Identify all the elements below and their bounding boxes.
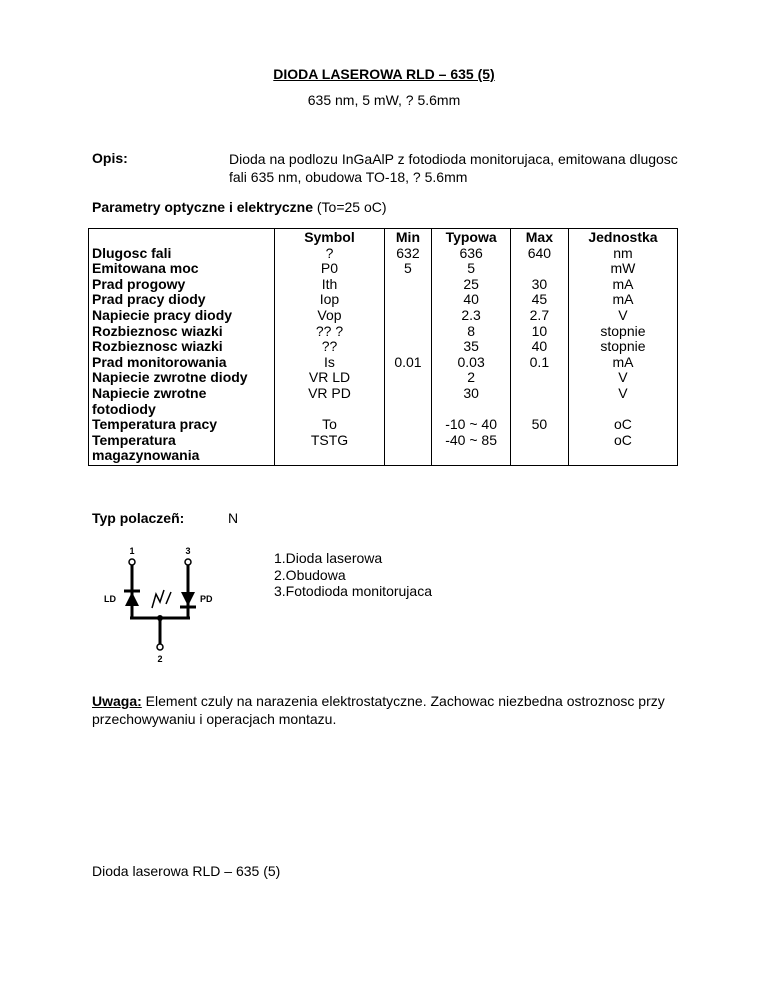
max-header: Max — [525, 229, 553, 245]
symbol-cell: TSTG — [310, 431, 349, 448]
parameters-table — [88, 228, 678, 466]
symbol-cell: VR LD — [308, 369, 351, 386]
names-column — [89, 229, 275, 466]
legend-item: 2.Obudowa — [274, 566, 346, 583]
symbol-cell: ? — [325, 244, 334, 261]
param-name: Prad pracy diody — [92, 291, 206, 308]
params-heading-bold: Parametry optyczne i elektryczne — [92, 199, 313, 215]
typ-cell — [435, 402, 506, 418]
max-cell: 640 — [527, 244, 552, 261]
pd-label: PD — [200, 594, 213, 604]
pin3-label: 3 — [185, 546, 191, 556]
typ-cell: 35 — [463, 338, 479, 355]
legend-item: 1.Dioda laserowa — [274, 550, 383, 566]
max-cell — [514, 370, 565, 386]
ld-label: LD — [104, 594, 116, 604]
unit-cell: nm — [613, 244, 633, 261]
symbol-header: Symbol — [304, 229, 355, 245]
min-cell — [388, 277, 429, 293]
min-cell: 5 — [404, 260, 412, 277]
document-subtitle: 635 nm, 5 mW, ? 5.6mm — [307, 92, 461, 108]
max-cell — [514, 433, 565, 449]
typ-cell: 2.3 — [461, 306, 481, 323]
warning-text: Element czuly na narazenia elektrostatyczne. Zachowac niezbedna ostroznosc przy przechowywaniu i operacjach montazu. — [92, 693, 665, 727]
pin2-terminal — [157, 644, 163, 650]
typ-cell: 636 — [459, 244, 483, 261]
warning-label: Uwaga: — [92, 693, 142, 709]
junction-dot — [157, 615, 163, 621]
typ-cell: 0.03 — [457, 353, 485, 370]
unit-cell: mA — [612, 275, 634, 292]
param-name: Napiecie zwrotne diody — [92, 369, 248, 386]
light-ray-icon — [166, 592, 171, 604]
symbol-cell: VR PD — [308, 384, 351, 401]
param-name: Dlugosc fali — [92, 244, 172, 261]
symbol-column — [275, 229, 384, 466]
unit-cell: stopnie — [600, 338, 646, 355]
param-name: fotodiody — [92, 400, 156, 417]
max-cell: 40 — [531, 338, 548, 355]
pin2-label: 2 — [157, 654, 163, 664]
unit-header: Jednostka — [588, 229, 658, 245]
unit-cell — [572, 402, 674, 418]
light-arrow-icon — [152, 590, 164, 608]
min-cell — [388, 339, 429, 355]
typ-cell: 8 — [467, 322, 476, 339]
typ-cell: 5 — [467, 260, 476, 277]
unit-cell: V — [618, 384, 628, 401]
typ-header: Typowa — [445, 229, 497, 245]
min-header: Min — [395, 229, 420, 245]
param-name: magazynowania — [92, 447, 200, 464]
max-cell — [514, 261, 565, 277]
symbol-cell: Ith — [321, 275, 338, 292]
document-title: DIODA LASEROWA RLD – 635 (5) — [273, 66, 495, 82]
unit-cell: oC — [614, 431, 632, 448]
unit-cell: V — [618, 369, 628, 386]
pin1-terminal — [129, 559, 135, 565]
symbol-cell: Vop — [317, 306, 342, 323]
typ-cell: -40 ~ 85 — [445, 431, 497, 448]
min-cell — [388, 292, 429, 308]
symbol-cell: Is — [324, 353, 335, 370]
unit-cell: oC — [614, 416, 632, 433]
symbol-cell: ?? — [321, 338, 338, 355]
param-name: Temperatura pracy — [92, 416, 218, 433]
pin-legend — [274, 550, 432, 600]
pin1-label: 1 — [129, 546, 135, 556]
description-text: Dioda na podlozu InGaAlP z fotodioda monitorujaca, emitowana dlugosc fali 635 nm, obudowa TO-18, ? 5.6mm — [229, 151, 678, 185]
symbol-cell: To — [322, 416, 337, 433]
param-name: Napiecie zwrotne — [92, 384, 207, 401]
max-cell: 10 — [531, 322, 548, 339]
min-cell: 632 — [396, 244, 420, 261]
typ-cell: 30 — [463, 384, 479, 401]
param-name: Emitowana moc — [92, 260, 199, 277]
unit-cell: mA — [612, 291, 634, 308]
pin3-terminal — [185, 559, 191, 565]
typ-cell: 40 — [463, 291, 479, 308]
param-name: Rozbieznosc wiazki — [92, 338, 223, 355]
max-cell — [514, 402, 565, 418]
max-cell: 0.1 — [529, 353, 550, 370]
min-cell — [388, 308, 429, 324]
max-cell: 45 — [531, 291, 548, 308]
connection-type-value: N — [228, 510, 239, 526]
params-heading — [92, 199, 387, 215]
param-name: Temperatura — [92, 431, 176, 448]
symbol-cell: Iop — [319, 291, 340, 308]
min-cell — [388, 324, 429, 340]
params-heading-condition: (To=25 oC) — [313, 199, 387, 215]
unit-cell: mA — [612, 353, 634, 370]
max-cell: 50 — [531, 416, 548, 433]
unit-cell: stopnie — [600, 322, 646, 339]
typ-cell: 25 — [463, 275, 479, 292]
typ-cell: 2 — [467, 369, 476, 386]
symbol-cell: P0 — [320, 260, 339, 277]
warning-note — [92, 692, 692, 728]
min-cell: 0.01 — [394, 353, 422, 370]
max-cell: 2.7 — [529, 306, 550, 323]
symbol-cell: ?? ? — [315, 322, 344, 339]
page-footer: Dioda laserowa RLD – 635 (5) — [92, 863, 281, 879]
typ-cell: -10 ~ 40 — [445, 416, 497, 433]
symbol-cell — [278, 402, 380, 418]
max-cell — [514, 386, 565, 402]
pinout-diagram — [92, 542, 242, 672]
min-column — [384, 229, 432, 466]
param-name: Prad monitorowania — [92, 353, 227, 370]
max-column — [510, 229, 568, 466]
ld-diode-icon — [125, 592, 139, 606]
param-name: Prad progowy — [92, 275, 186, 292]
pd-diode-icon — [181, 592, 195, 606]
typ-column — [432, 229, 510, 466]
unit-cell: mW — [610, 260, 636, 277]
unit-cell: V — [618, 306, 628, 323]
max-cell: 30 — [531, 275, 548, 292]
legend-item: 3.Fotodioda monitorujaca — [274, 583, 432, 599]
param-name: Napiecie pracy diody — [92, 306, 233, 323]
unit-column — [568, 229, 677, 466]
description-label: Opis: — [92, 150, 128, 166]
connection-type-label: Typ polaczeñ: — [92, 510, 185, 526]
param-name: Rozbieznosc wiazki — [92, 322, 223, 339]
